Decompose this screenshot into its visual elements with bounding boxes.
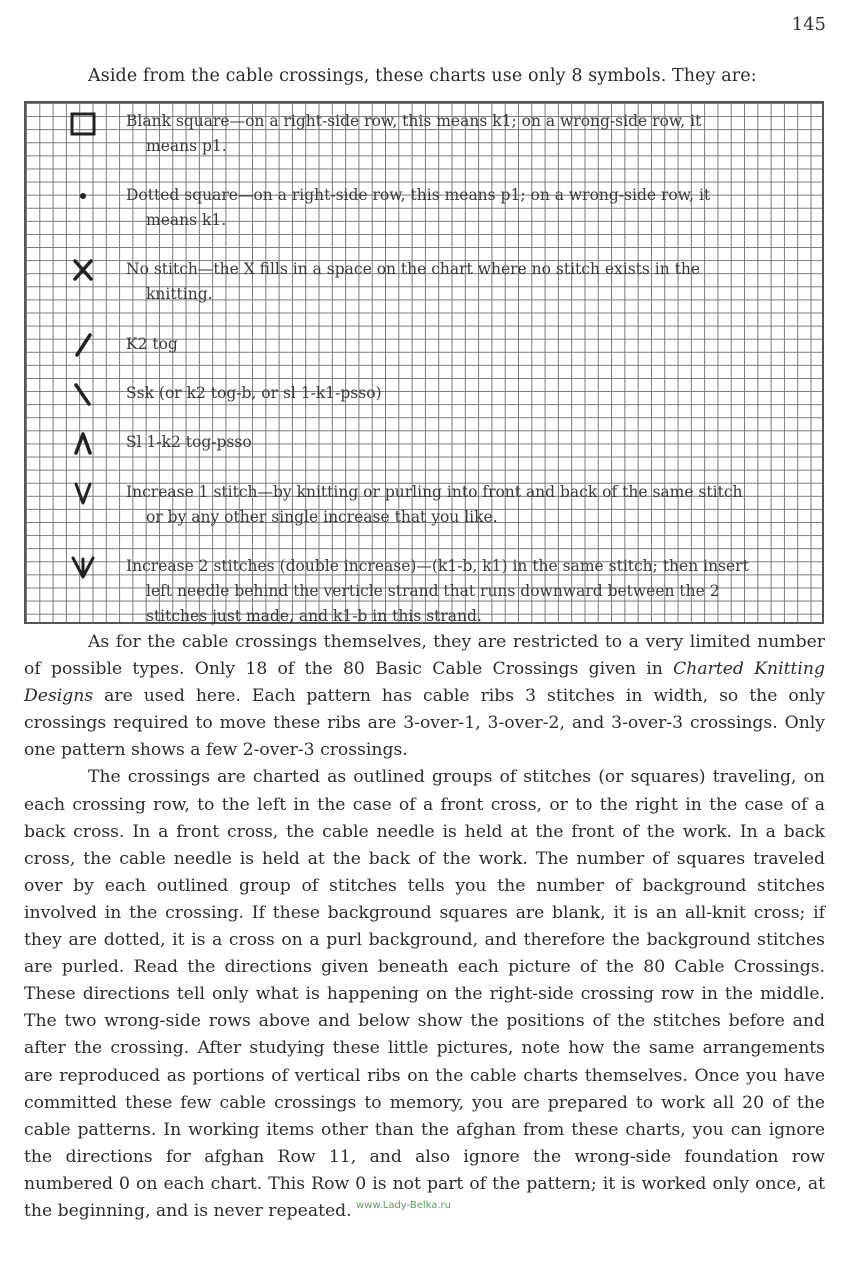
legend-desc-line2: means k1. xyxy=(146,211,227,229)
legend-desc-blank xyxy=(126,109,820,159)
legend-desc-inc2 xyxy=(126,554,820,629)
blank-square-icon xyxy=(70,111,96,137)
back-slash-icon xyxy=(70,381,96,407)
legend-desc-line1: Increase 1 stitch—by knitting or purling into front and back of the same stitch xyxy=(126,483,743,501)
legend-desc-line1: K2 tog xyxy=(126,335,178,353)
symbol-legend-grid xyxy=(24,101,824,624)
double-v-icon xyxy=(70,554,96,580)
legend-desc-line2: knitting. xyxy=(146,285,213,303)
legend-desc-line2: left needle behind the verticle strand that runs downward between the 2 xyxy=(146,582,720,600)
caret-up-icon xyxy=(70,430,96,456)
legend-desc-line1: Sl 1-k2 tog-psso xyxy=(126,433,252,451)
intro-sentence: Aside from the cable crossings, these charts use only 8 symbols. They are: xyxy=(88,66,757,86)
paragraph-1 xyxy=(24,629,825,764)
x-icon xyxy=(70,257,96,283)
paragraph-2: The crossings are charted as outlined groups of stitches (or squares) traveling, on each crossing row, to the left in the case of a front cross, or to the right in the case of a back cross. In a front cross, the cable needle is held at the front of the work. In a back cross, the cable needle is held at the back of the work. The number of squares traveled over by each outlined group of stitches tells you the number of background stitches involved in the crossing. If these background squares are blank, it is an all-knit cross; if they are dotted, it is a cross on a purl background, and therefore the background stitches are purled. Read the directions given beneath each picture of the 80 Cable Crossings. These directions tell only what is happening on the right-side crossing row in the middle. The two wrong-side rows above and below show the positions of the stitches before and after the crossing. After studying these little pictures, note how the same arrangements are reproduced as portions of vertical ribs on the cable charts themselves. Once you have committed these few cable crossings to memory, you are prepared to work all 20 of the cable patterns. In working items other than the afghan from these charts, you can ignore the directions for afghan Row 11, and also ignore the wrong-side foundation row numbered 0 on each chart. This Row 0 is not part of the pattern; it is worked only once, at the beginning, and is never repeated. xyxy=(24,767,825,1221)
body-text xyxy=(24,629,825,1225)
legend-desc-ssk xyxy=(126,381,820,406)
dot-icon xyxy=(70,183,96,209)
legend-desc-inc1 xyxy=(126,480,820,530)
watermark: www.Lady-Belka.ru xyxy=(356,1200,451,1211)
legend-desc-no-stitch xyxy=(126,257,820,307)
page-number: 145 xyxy=(791,14,826,35)
legend-desc-sl1k2tog xyxy=(126,430,820,455)
legend-desc-line1: Increase 2 stitches (double increase)—(k1-b, k1) in the same stitch; then insert xyxy=(126,557,749,575)
paragraph-1-text-a: As for the cable crossings themselves, they are restricted to a very limited number of possible types. Only 18 of the 80 Basic Cable Crossings given in xyxy=(24,632,825,680)
book-title: Charted Knitting Designs xyxy=(24,659,825,707)
legend-desc-line1: Blank square—on a right-side row, this means k1; on a wrong-side row, it xyxy=(126,112,702,130)
legend-desc-line2: means p1. xyxy=(146,137,227,155)
legend-desc-line1: No stitch—the X fills in a space on the chart where no stitch exists in the xyxy=(126,260,701,278)
legend-desc-line1: Dotted square—on a right-side row, this means p1; on a wrong-side row, it xyxy=(126,186,711,204)
paragraph-1-text-b: are used here. Each pattern has cable ribs 3 stitches in width, so the only crossings required to move these ribs are 3-over-1, 3-over-2, and 3-over-3 crossings. Only one pattern shows a few 2-over-3 crossings. xyxy=(24,686,825,761)
legend-desc-k2tog xyxy=(126,332,820,357)
legend-desc-line1: Ssk (or k2 tog-b, or sl 1-k1-psso) xyxy=(126,384,382,402)
legend-desc-dotted xyxy=(126,183,820,233)
legend-desc-line3: stitches just made, and k1-b in this strand. xyxy=(146,607,482,625)
v-icon xyxy=(70,480,96,506)
legend-desc-line2: or by any other single increase that you like. xyxy=(146,508,498,526)
forward-slash-icon xyxy=(70,332,96,358)
